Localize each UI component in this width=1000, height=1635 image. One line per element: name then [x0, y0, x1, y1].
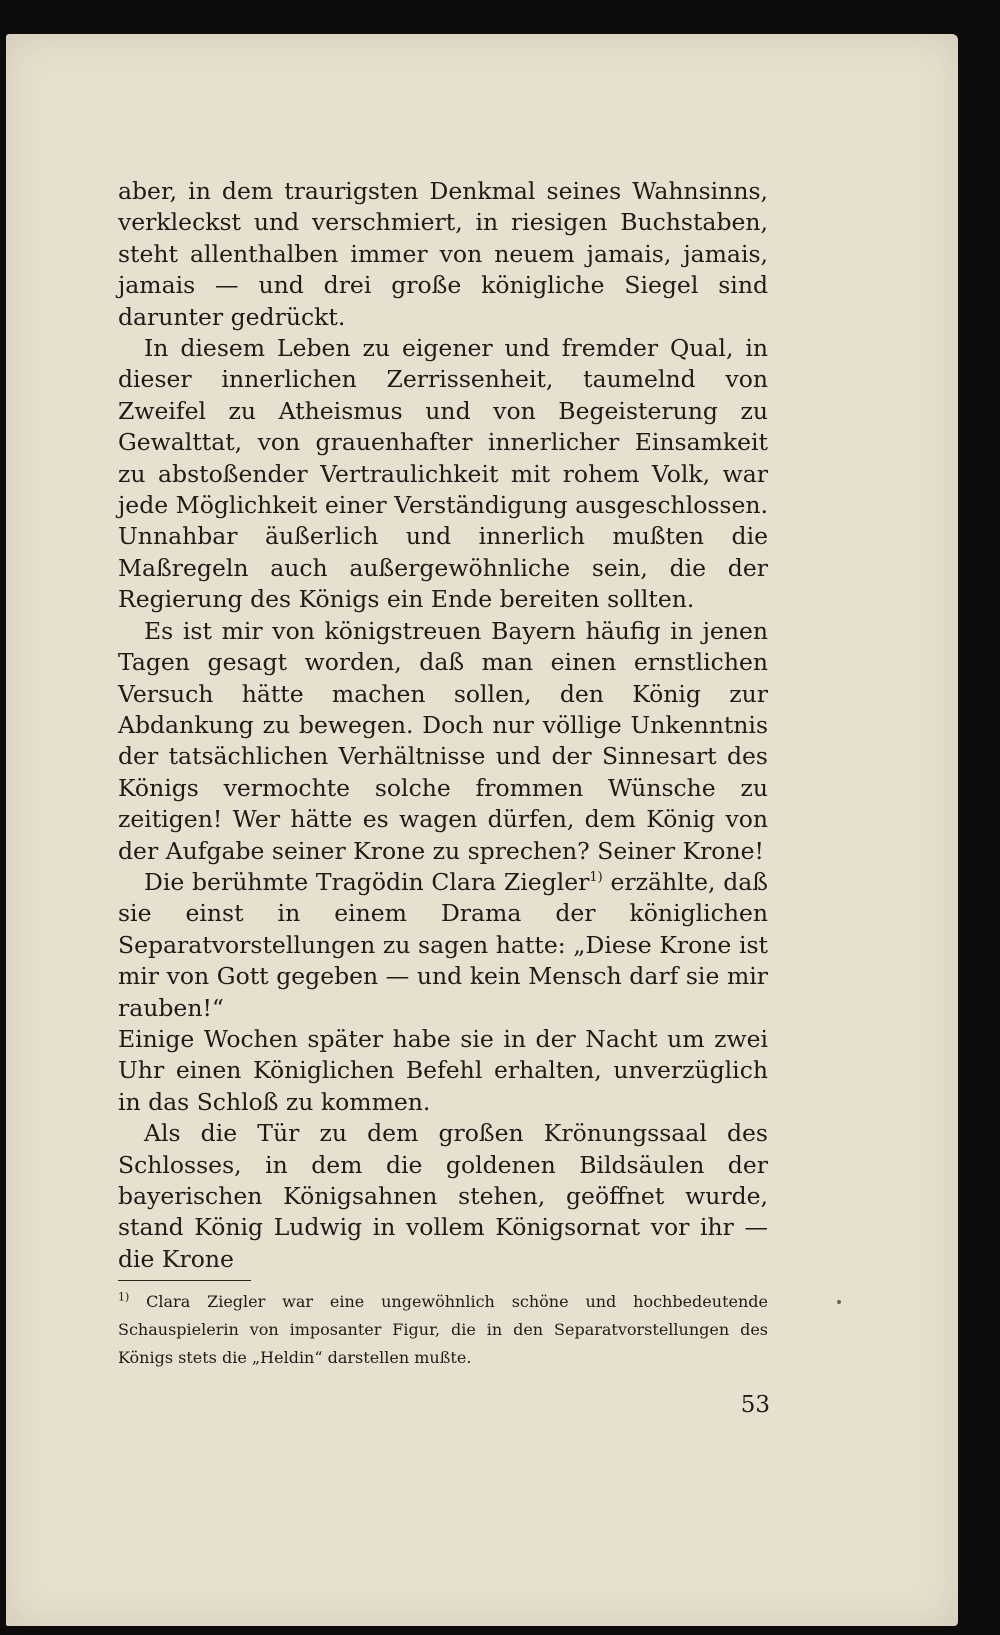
paragraph-atheism: In diesem Leben zu eigener und fremder Qual, in dieser innerlichen Zerrissenheit, taumelnd von Zweifel zu Atheismus und von Begeisterung zu Gewalttat, von grauenhafter innerlicher Einsamkeit zu abstoßender Vertraulichkeit mit rohem Volk, war jede Möglichkeit einer Verständigung ausgeschlossen. Unnahbar äußerlich und innerlich mußten die Maßregeln auch außergewöhnliche sein, die der Regierung des Königs ein Ende bereiten sollten.: [118, 334, 768, 614]
footnote-text: Clara Ziegler war eine ungewöhnlich schöne und hochbedeutende Schauspielerin von imposanter Figur, die in den Separatvorstellungen des Königs stets die „Heldin“ darstellen mußte.: [118, 1292, 768, 1367]
paragraph-continued: aber, in dem traurigsten Denkmal seines Wahnsinns, verkleckst und verschmiert, in riesigen Buchstaben, steht allenthalben immer von neuem jamais, jamais, jamais — und drei große königliche Siegel sind darunter gedrückt.: [118, 177, 768, 331]
footnote-reference: 1): [589, 870, 603, 886]
paragraph-abdication: Es ist mir von königstreuen Bayern häufig in jenen Tagen gesagt worden, daß man einen ernstlichen Versuch hätte machen sollen, den König zur Abdankung zu bewegen. Doch nur völlige Unkenntnis der tatsächlichen Verhältnisse und der Sinnesart des Königs vermochte solche frommen Wünsche zu zeitigen! Wer hätte es wagen dürfen, dem König von der Aufgabe seiner Krone zu sprechen? Seiner Krone!: [118, 616, 768, 865]
footnote: [118, 1288, 768, 1372]
ziegler-text-start: Die berühmte Tragödin Clara Ziegler: [144, 867, 590, 896]
footnote-divider: [118, 1280, 251, 1281]
paper-speck: [837, 1300, 841, 1304]
paragraph-throne-hall: Als die Tür zu dem großen Krönungssaal des Schlosses, in dem die goldenen Bildsäulen der bayerischen Königsahnen stehen, geöffnet wurde, stand König Ludwig in vollem Königsornat vor ihr — die Krone: [118, 1119, 768, 1273]
main-text: [118, 176, 768, 1275]
ziegler-text-end: erzählte, daß sie einst in einem Drama der königlichen Separatvorstellungen zu sagen hatte: „Diese Krone ist mir von Gott gegeben — und kein Mensch darf sie mir rauben!“: [118, 867, 768, 1022]
footnote-marker: 1): [118, 1290, 130, 1304]
book-page: [6, 34, 958, 1626]
page-number: 53: [740, 1392, 770, 1418]
paragraph-ziegler: [118, 867, 768, 1024]
paragraph-night-summons: Einige Wochen später habe sie in der Nacht um zwei Uhr einen Königlichen Befehl erhalten, unverzüglich in das Schloß zu kommen.: [118, 1024, 768, 1116]
